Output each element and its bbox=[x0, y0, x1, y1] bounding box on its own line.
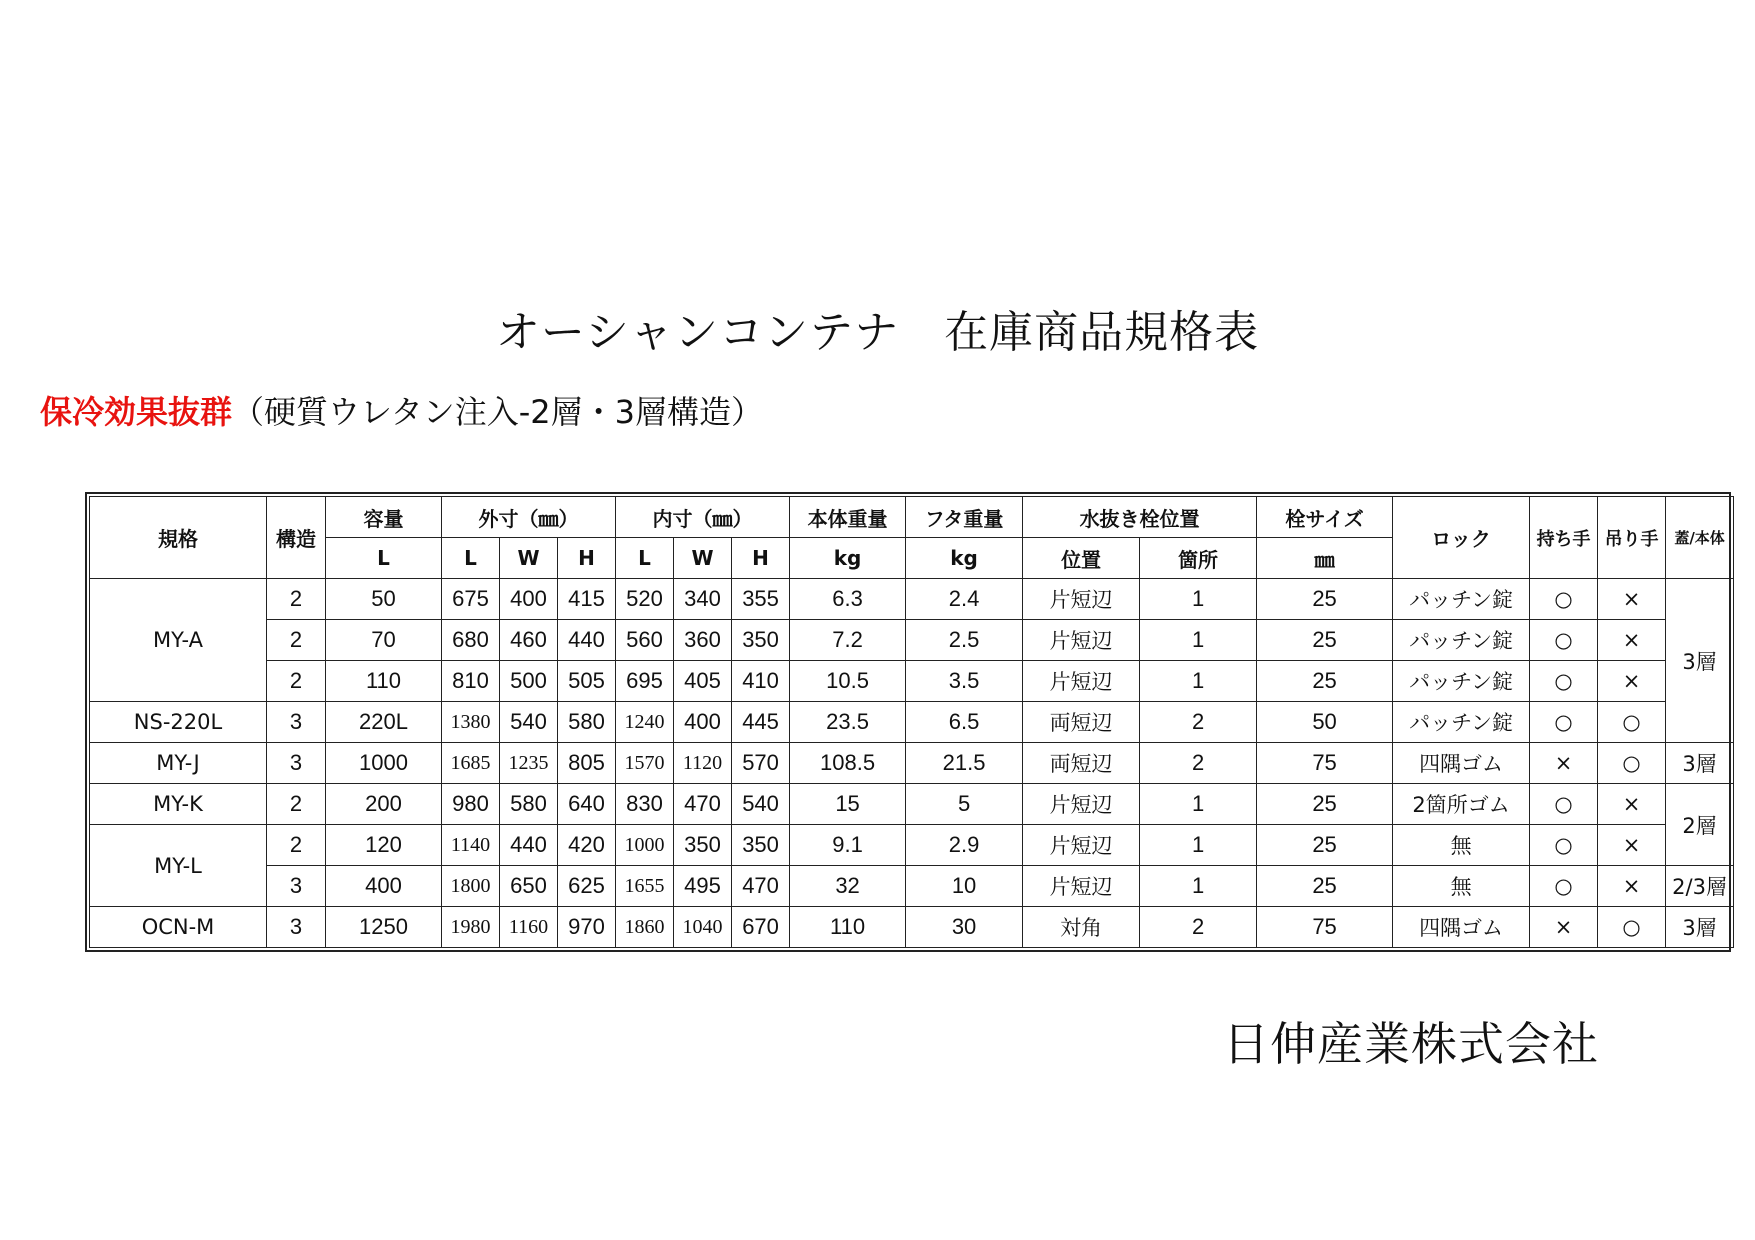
cell-outer-w: 580 bbox=[500, 784, 558, 825]
cell-model: OCN-M bbox=[90, 907, 267, 948]
header-kikaku: 規格 bbox=[90, 497, 267, 579]
cell-outer-h: 505 bbox=[558, 661, 616, 702]
cell-outer-h: 640 bbox=[558, 784, 616, 825]
cell-inner-l: 1860 bbox=[616, 907, 674, 948]
cell-outer-w: 400 bbox=[500, 579, 558, 620]
cell-hanger: × bbox=[1598, 784, 1666, 825]
cell-body-weight: 9.1 bbox=[790, 825, 906, 866]
header-youryou: 容量 bbox=[326, 497, 442, 538]
cell-plug-size: 50 bbox=[1257, 702, 1393, 743]
cell-handle: × bbox=[1530, 743, 1598, 784]
cell-model: MY-K bbox=[90, 784, 267, 825]
cell-structure: 3 bbox=[267, 702, 326, 743]
cell-lid-weight: 21.5 bbox=[906, 743, 1023, 784]
cell-plug-size: 75 bbox=[1257, 743, 1393, 784]
cell-handle: ○ bbox=[1530, 579, 1598, 620]
header-unit-kg-lid: kg bbox=[906, 538, 1023, 579]
cell-inner-h: 350 bbox=[732, 825, 790, 866]
cell-outer-w: 1235 bbox=[500, 743, 558, 784]
header-tsurite: 吊り手 bbox=[1598, 497, 1666, 579]
cell-plug-size: 25 bbox=[1257, 784, 1393, 825]
table-row bbox=[90, 743, 1734, 784]
cell-body-weight: 110 bbox=[790, 907, 906, 948]
cell-handle: ○ bbox=[1530, 620, 1598, 661]
table-row bbox=[90, 825, 1734, 866]
cell-outer-l: 680 bbox=[442, 620, 500, 661]
cell-inner-l: 830 bbox=[616, 784, 674, 825]
header-ichi: 位置 bbox=[1023, 538, 1140, 579]
cell-hanger: × bbox=[1598, 866, 1666, 907]
cell-structure: 2 bbox=[267, 620, 326, 661]
cell-outer-h: 805 bbox=[558, 743, 616, 784]
cell-lid-weight: 10 bbox=[906, 866, 1023, 907]
cell-capacity: 120 bbox=[326, 825, 442, 866]
cell-lid-weight: 2.5 bbox=[906, 620, 1023, 661]
header-hontai-juryo: 本体重量 bbox=[790, 497, 906, 538]
cell-inner-w: 495 bbox=[674, 866, 732, 907]
cell-body-weight: 6.3 bbox=[790, 579, 906, 620]
page-title: オーシャンコンテナ 在庫商品規格表 bbox=[495, 307, 1260, 358]
cell-handle: ○ bbox=[1530, 784, 1598, 825]
subtitle bbox=[40, 387, 763, 433]
cell-outer-l: 810 bbox=[442, 661, 500, 702]
header-row-1 bbox=[90, 497, 1734, 538]
spec-table bbox=[89, 496, 1734, 948]
cell-hanger: × bbox=[1598, 661, 1666, 702]
header-gaisun: 外寸（㎜） bbox=[442, 497, 616, 538]
cell-outer-h: 420 bbox=[558, 825, 616, 866]
cell-outer-l: 1380 bbox=[442, 702, 500, 743]
cell-inner-w: 1040 bbox=[674, 907, 732, 948]
cell-outer-h: 415 bbox=[558, 579, 616, 620]
cell-drain-count: 1 bbox=[1140, 661, 1257, 702]
cell-capacity: 50 bbox=[326, 579, 442, 620]
cell-drain-position: 対角 bbox=[1023, 907, 1140, 948]
cell-layers: 3層 bbox=[1666, 743, 1734, 784]
cell-inner-w: 360 bbox=[674, 620, 732, 661]
cell-inner-l: 560 bbox=[616, 620, 674, 661]
header-mizunuki: 水抜き栓位置 bbox=[1023, 497, 1257, 538]
cell-lock: 2箇所ゴム bbox=[1393, 784, 1530, 825]
cell-layers: 3層 bbox=[1666, 907, 1734, 948]
company-name: 日伸産業株式会社 bbox=[1223, 1017, 1599, 1071]
cell-body-weight: 10.5 bbox=[790, 661, 906, 702]
header-naisun: 内寸（㎜） bbox=[616, 497, 790, 538]
cell-capacity: 1000 bbox=[326, 743, 442, 784]
cell-handle: ○ bbox=[1530, 825, 1598, 866]
cell-layers: 2層 bbox=[1666, 784, 1734, 866]
cell-structure: 2 bbox=[267, 661, 326, 702]
cell-outer-l: 1800 bbox=[442, 866, 500, 907]
cell-drain-position: 両短辺 bbox=[1023, 702, 1140, 743]
cell-body-weight: 15 bbox=[790, 784, 906, 825]
table-row bbox=[90, 866, 1734, 907]
cell-drain-position: 両短辺 bbox=[1023, 743, 1140, 784]
cell-inner-w: 470 bbox=[674, 784, 732, 825]
cell-outer-h: 625 bbox=[558, 866, 616, 907]
cell-plug-size: 25 bbox=[1257, 620, 1393, 661]
cell-body-weight: 23.5 bbox=[790, 702, 906, 743]
cell-hanger: × bbox=[1598, 825, 1666, 866]
cell-capacity: 200 bbox=[326, 784, 442, 825]
cell-inner-h: 470 bbox=[732, 866, 790, 907]
cell-drain-count: 1 bbox=[1140, 620, 1257, 661]
cell-outer-l: 1980 bbox=[442, 907, 500, 948]
cell-body-weight: 108.5 bbox=[790, 743, 906, 784]
cell-drain-position: 片短辺 bbox=[1023, 825, 1140, 866]
cell-capacity: 110 bbox=[326, 661, 442, 702]
cell-outer-w: 460 bbox=[500, 620, 558, 661]
cell-inner-w: 405 bbox=[674, 661, 732, 702]
cell-outer-h: 970 bbox=[558, 907, 616, 948]
cell-drain-count: 2 bbox=[1140, 702, 1257, 743]
cell-body-weight: 7.2 bbox=[790, 620, 906, 661]
cell-lid-weight: 30 bbox=[906, 907, 1023, 948]
cell-outer-w: 650 bbox=[500, 866, 558, 907]
cell-handle: ○ bbox=[1530, 866, 1598, 907]
cell-drain-count: 1 bbox=[1140, 784, 1257, 825]
cell-structure: 3 bbox=[267, 743, 326, 784]
table-row bbox=[90, 907, 1734, 948]
cell-structure: 2 bbox=[267, 784, 326, 825]
cell-lock: 無 bbox=[1393, 866, 1530, 907]
cell-inner-h: 445 bbox=[732, 702, 790, 743]
cell-inner-w: 400 bbox=[674, 702, 732, 743]
header-inner-w: W bbox=[674, 538, 732, 579]
cell-inner-h: 350 bbox=[732, 620, 790, 661]
cell-drain-count: 1 bbox=[1140, 825, 1257, 866]
cell-drain-position: 片短辺 bbox=[1023, 784, 1140, 825]
header-outer-w: W bbox=[500, 538, 558, 579]
cell-inner-h: 410 bbox=[732, 661, 790, 702]
cell-structure: 2 bbox=[267, 579, 326, 620]
cell-plug-size: 25 bbox=[1257, 866, 1393, 907]
cell-handle: × bbox=[1530, 907, 1598, 948]
header-futa-hontai: 蓋/本体 bbox=[1666, 497, 1734, 579]
cell-model: MY-A bbox=[90, 579, 267, 702]
cell-structure: 2 bbox=[267, 825, 326, 866]
cell-capacity: 1250 bbox=[326, 907, 442, 948]
cell-outer-h: 440 bbox=[558, 620, 616, 661]
header-futa-juryo: フタ重量 bbox=[906, 497, 1023, 538]
cell-body-weight: 32 bbox=[790, 866, 906, 907]
cell-lid-weight: 3.5 bbox=[906, 661, 1023, 702]
cell-lock: パッチン錠 bbox=[1393, 620, 1530, 661]
subtitle-highlight: 保冷効果抜群 bbox=[40, 393, 233, 431]
header-unit-l: L bbox=[326, 538, 442, 579]
cell-handle: ○ bbox=[1530, 702, 1598, 743]
cell-lock: 四隅ゴム bbox=[1393, 907, 1530, 948]
subtitle-text: （硬質ウレタン注入-2層・3層構造） bbox=[232, 393, 764, 431]
cell-inner-w: 340 bbox=[674, 579, 732, 620]
cell-outer-w: 1160 bbox=[500, 907, 558, 948]
cell-inner-l: 1240 bbox=[616, 702, 674, 743]
cell-outer-l: 1685 bbox=[442, 743, 500, 784]
cell-hanger: ○ bbox=[1598, 743, 1666, 784]
cell-outer-l: 1140 bbox=[442, 825, 500, 866]
cell-outer-w: 500 bbox=[500, 661, 558, 702]
cell-inner-l: 1000 bbox=[616, 825, 674, 866]
cell-model: NS-220L bbox=[90, 702, 267, 743]
cell-drain-position: 片短辺 bbox=[1023, 661, 1140, 702]
cell-inner-h: 570 bbox=[732, 743, 790, 784]
header-outer-h: H bbox=[558, 538, 616, 579]
cell-drain-position: 片短辺 bbox=[1023, 579, 1140, 620]
cell-lock: パッチン錠 bbox=[1393, 702, 1530, 743]
cell-lock: パッチン錠 bbox=[1393, 661, 1530, 702]
cell-inner-h: 355 bbox=[732, 579, 790, 620]
cell-inner-w: 350 bbox=[674, 825, 732, 866]
spec-table-frame bbox=[85, 492, 1731, 952]
cell-inner-l: 1655 bbox=[616, 866, 674, 907]
cell-drain-position: 片短辺 bbox=[1023, 620, 1140, 661]
table-row bbox=[90, 661, 1734, 702]
cell-lock: 四隅ゴム bbox=[1393, 743, 1530, 784]
cell-model: MY-J bbox=[90, 743, 267, 784]
cell-drain-count: 1 bbox=[1140, 579, 1257, 620]
cell-hanger: ○ bbox=[1598, 702, 1666, 743]
cell-drain-count: 2 bbox=[1140, 743, 1257, 784]
cell-layers: 3層 bbox=[1666, 579, 1734, 743]
header-kouzou: 構造 bbox=[267, 497, 326, 579]
cell-inner-h: 670 bbox=[732, 907, 790, 948]
header-inner-l: L bbox=[616, 538, 674, 579]
cell-layers: 2/3層 bbox=[1666, 866, 1734, 907]
cell-inner-h: 540 bbox=[732, 784, 790, 825]
cell-plug-size: 25 bbox=[1257, 579, 1393, 620]
table-row bbox=[90, 620, 1734, 661]
cell-model: MY-L bbox=[90, 825, 267, 907]
header-sen-size: 栓サイズ bbox=[1257, 497, 1393, 538]
header-kasho: 箇所 bbox=[1140, 538, 1257, 579]
table-row bbox=[90, 579, 1734, 620]
cell-inner-l: 695 bbox=[616, 661, 674, 702]
cell-outer-w: 440 bbox=[500, 825, 558, 866]
cell-hanger: ○ bbox=[1598, 907, 1666, 948]
cell-outer-h: 580 bbox=[558, 702, 616, 743]
cell-inner-w: 1120 bbox=[674, 743, 732, 784]
cell-lid-weight: 6.5 bbox=[906, 702, 1023, 743]
cell-capacity: 220L bbox=[326, 702, 442, 743]
cell-lock: 無 bbox=[1393, 825, 1530, 866]
cell-outer-l: 675 bbox=[442, 579, 500, 620]
header-outer-l: L bbox=[442, 538, 500, 579]
cell-drain-count: 2 bbox=[1140, 907, 1257, 948]
cell-drain-count: 1 bbox=[1140, 866, 1257, 907]
cell-structure: 3 bbox=[267, 866, 326, 907]
cell-inner-l: 1570 bbox=[616, 743, 674, 784]
cell-handle: ○ bbox=[1530, 661, 1598, 702]
cell-plug-size: 25 bbox=[1257, 661, 1393, 702]
cell-plug-size: 25 bbox=[1257, 825, 1393, 866]
cell-capacity: 70 bbox=[326, 620, 442, 661]
header-unit-kg-body: kg bbox=[790, 538, 906, 579]
header-lock: ロック bbox=[1393, 497, 1530, 579]
cell-capacity: 400 bbox=[326, 866, 442, 907]
cell-lock: パッチン錠 bbox=[1393, 579, 1530, 620]
cell-outer-l: 980 bbox=[442, 784, 500, 825]
cell-structure: 3 bbox=[267, 907, 326, 948]
cell-outer-w: 540 bbox=[500, 702, 558, 743]
header-mochite: 持ち手 bbox=[1530, 497, 1598, 579]
cell-lid-weight: 2.4 bbox=[906, 579, 1023, 620]
cell-hanger: × bbox=[1598, 620, 1666, 661]
cell-drain-position: 片短辺 bbox=[1023, 866, 1140, 907]
cell-hanger: × bbox=[1598, 579, 1666, 620]
cell-lid-weight: 5 bbox=[906, 784, 1023, 825]
header-unit-mm: ㎜ bbox=[1257, 538, 1393, 579]
cell-plug-size: 75 bbox=[1257, 907, 1393, 948]
table-row bbox=[90, 784, 1734, 825]
cell-lid-weight: 2.9 bbox=[906, 825, 1023, 866]
cell-inner-l: 520 bbox=[616, 579, 674, 620]
header-inner-h: H bbox=[732, 538, 790, 579]
table-row bbox=[90, 702, 1734, 743]
